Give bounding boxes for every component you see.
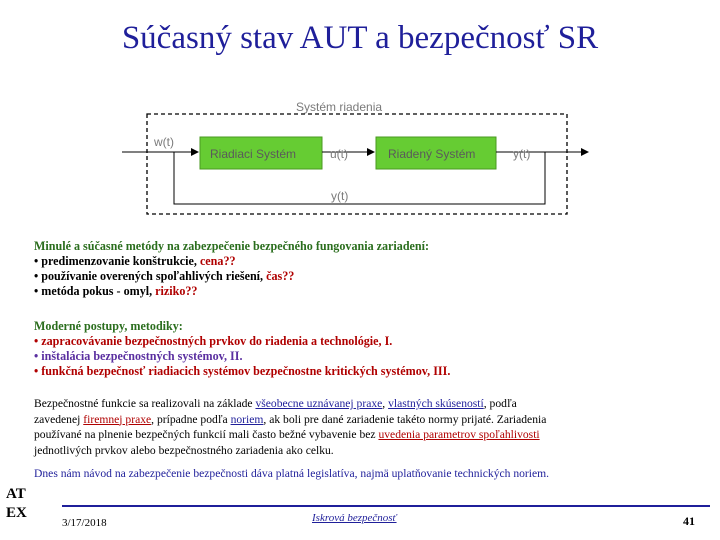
section1-heading: Minulé a súčasné metódy na zabezpečenie bezpečného fungovania zariadení: <box>34 239 430 253</box>
control-system-diagram <box>0 0 720 230</box>
section1-item: • používanie overených spoľahlivých riešení, čas?? <box>34 269 295 283</box>
section2-item: • zapracovávanie bezpečnostných prvkov do riadenia a technológie, I. <box>34 334 393 348</box>
section-past-methods <box>34 239 706 299</box>
section-modern-methods <box>34 319 706 379</box>
footer-divider <box>62 505 710 507</box>
section1-item: • metóda pokus - omyl, riziko?? <box>34 284 198 298</box>
control-signal-label: u(t) <box>330 147 348 161</box>
section2-item: • inštalácia bezpečnostných systémov, II. <box>34 349 243 363</box>
conclusion-text: Dnes nám návod na zabezpečenie bezpečnosti dáva platná legislatíva, najmä uplatňovanie technických noriem. <box>34 467 550 480</box>
practice-paragraph <box>34 396 714 458</box>
input-label: w(t) <box>154 135 174 149</box>
atex-logo: AT EX <box>6 486 27 521</box>
output-label: y(t) <box>513 147 531 161</box>
paragraph-line: zavedenej firemnej praxe, prípadne podľa noriem, ak boli pre dané zariadenie takéto normy prijaté. Zariadenia <box>34 412 547 426</box>
section1-item: • predimenzovanie konštrukcie, cena?? <box>34 254 236 268</box>
section2-heading: Moderné postupy, metodiky: <box>34 319 183 333</box>
slide-title: Súčasný stav AUT a bezpečnosť SR <box>121 20 599 56</box>
page-number: 41 <box>683 514 695 528</box>
footer-title: Iskrová bezpečnosť <box>312 512 397 524</box>
feedback-label: y(t) <box>331 189 349 203</box>
paragraph-line: používané na plnenie bezpečných funkcií mali často bežné vybavenie bez uvedenia parametrov spoľahlivosti <box>34 428 540 441</box>
footer-date: 3/17/2018 <box>62 517 107 529</box>
plant-label: Riadený Systém <box>388 147 476 161</box>
paragraph-line: jednotlivých prvkov alebo bezpečnostného zariadenia ako celku. <box>34 443 334 457</box>
section2-item: • funkčná bezpečnosť riadiacich systémov bezpečnostne kritických systémov, III. <box>34 364 451 378</box>
system-label: Systém riadenia <box>296 100 383 114</box>
controller-label: Riadiaci Systém <box>210 147 297 161</box>
paragraph-line: Bezpečnostné funkcie sa realizovali na základe všeobecne uznávanej praxe, vlastných skúseností, podľa <box>34 397 517 410</box>
